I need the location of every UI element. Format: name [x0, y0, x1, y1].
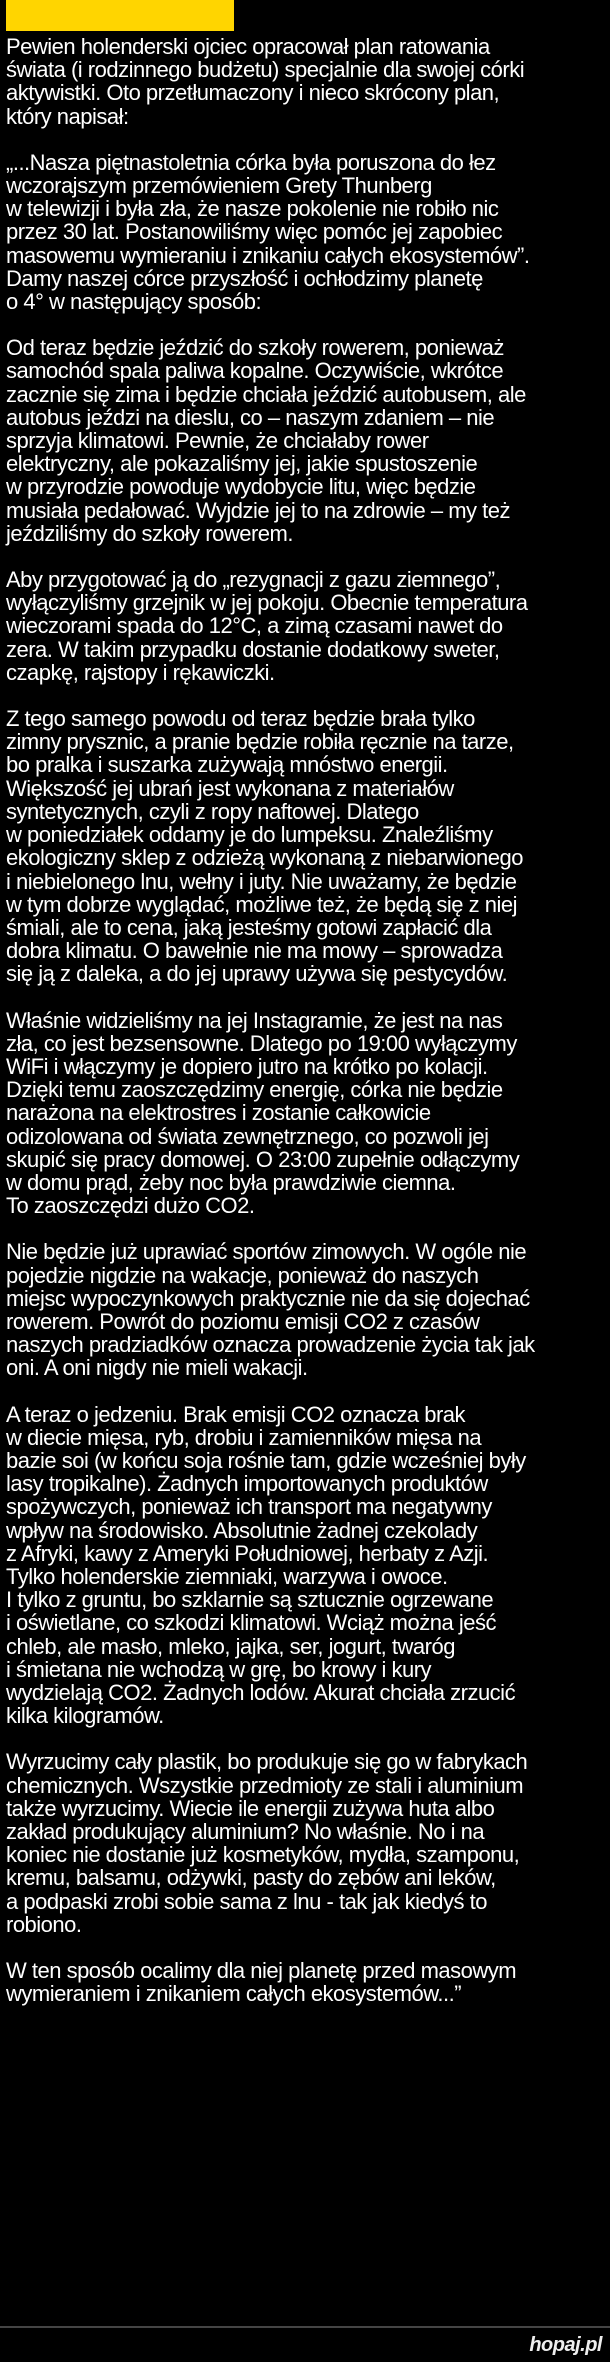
paragraph-conclusion: W ten sposób ocalimy dla niej planetę przed masowym wymieraniem i znikaniem całych ekosystemów...”	[6, 1958, 517, 2007]
paragraph-wifi: Właśnie widzieliśmy na jej Instagramie, że jest na nas zła, co jest bezsensowne. Dlatego po 19:00 wyłączymy WiFi i włączymy je dopiero jutro na krótko po kolacji. Dzięki temu zaoszczędzimy energię, córka nie będzie narażona na elektrostres i zostanie całkowicie odizolowana od świata zewnętrznego, co pozwoli jej skupić się pracy domowej. O 23:00 zupełnie odłączymy w domu prąd, żeby noc była prawdziwie ciemna. To zaoszczędzi dużo CO2.	[6, 1007, 520, 1219]
paragraph-plastic: Wyrzucimy cały plastik, bo produkuje się go w fabrykach chemicznych. Wszystkie przedmioty ze stali i aluminium także wyrzucimy. Wiecie ile energii zużywa huta albo zakład produkujący aluminium? No właśnie. No i na koniec nie dostanie już kosmetyków, mydła, szamponu, kremu, balsamu, odżywki, pasty do zębów ani leków, a podpaski zrobi sobie sama z lnu - tak jak kiedyś to robiono.	[6, 1749, 528, 1937]
paragraph-vacations: Nie będzie już uprawiać sportów zimowych. W ogóle nie pojedzie nigdzie na wakacje, ponieważ do naszych miejsc wypoczynkowych praktycznie nie da się dojechać rowerem. Powrót do poziomu emisji CO2 z czasów naszych pradziadków oznacza prowadzenie życia tak jak oni. A oni nigdy nie mieli wakacji.	[6, 1239, 535, 1381]
yellow-header-bar	[6, 0, 234, 31]
paragraph-bicycle: Od teraz będzie jeździć do szkoły rowerem, ponieważ samochód spala paliwa kopalne. Oczywiście, wkrótce zacznie się zima i będzie chciała jeździć autobusem, ale autobus jeździ na dieslu, co – naszym zdaniem – nie sprzyja klimatowi. Pewnie, że chciałaby rower elektryczny, ale pokazaliśmy jej, jakie spustoszenie w przyrodzie powoduje wydobycie litu, więc będzie musiała pedałować. Wyjdzie jej to na zdrowie – my też jeździliśmy do szkoły rowerem.	[6, 335, 526, 546]
footer-divider	[0, 2326, 610, 2328]
site-logo[interactable]: hopaj.pl	[529, 2334, 602, 2356]
paragraph-food: A teraz o jedzeniu. Brak emisji CO2 oznacza brak w diecie mięsa, ryb, drobiu i zamienników mięsa na bazie soi (w końcu soja rośnie tam, gdzie wcześniej były lasy tropikalne). Żadnych importowanych produktów spożywczych, ponieważ ich transport ma negatywny wpływ na środowisko. Absolutnie żadnej czekolady z Afryki, kawy z Ameryki Południowej, herbaty z Azji. Tylko holenderskie ziemniaki, warzywa i owoce. I tylko z gruntu, bo szklarnie są sztucznie ogrzewane i oświetlane, co szkodzi klimatowi. Wciąż można jeść chleb, ale masło, mleko, jajka, ser, jogurt, twaróg i śmietana nie wchodzą w grę, bo krowy i kury wydzielają CO2. Żadnych lodów. Akurat chciała zrzucić kilka kilogramów.	[6, 1401, 526, 1729]
paragraph-clothes: Z tego samego powodu od teraz będzie brała tylko zimny prysznic, a pranie będzie robiła ręcznie na tarze, bo pralka i suszarka zużywają mnóstwo energii. Większość jej ubrań jest wykonana z materiałów syntetycznych, czyli z ropy naftowej. Dlatego w poniedziałek oddamy je do lumpeksu. Znaleźliśmy ekologiczny sklep z odzieżą wykonaną z niebarwionego i niebielonego lnu, wełny i juty. Nie uważamy, że będzie w tym dobrze wyglądać, możliwe też, że będą się z niej śmiali, ale to cena, jaką jesteśmy gotowi zapłacić dla dobra klimatu. O bawełnie nie ma mowy – sprowadza się ją z daleka, a do jej uprawy używa się pestycydów.	[6, 706, 523, 987]
paragraph-quote-start: „...Nasza piętnastoletnia córka była poruszona do łez wczorajszym przemówieniem Grety Thunberg w telewizji i była zła, że nasze pokolenie nie robiło nic przez 30 lat. Postanowiliśmy więc pomóc jej zapobiec masowemu wymieraniu i znikaniu całych ekosystemów”. Damy naszej córce przyszłość i ochłodzimy planetę o 4° w następujący sposób:	[6, 149, 530, 315]
article-body	[6, 35, 606, 2028]
paragraph-heating: Aby przygotować ją do „rezygnacji z gazu ziemnego”, wyłączyliśmy grzejnik w jej pokoju. Obecnie temperatura wieczorami spada do 12°C, a zimą czasami nawet do zera. W takim przypadku dostanie dodatkowy sweter, czapkę, rajstopy i rękawiczki.	[6, 567, 528, 685]
paragraph-intro: Pewien holenderski ojciec opracował plan ratowania świata (i rodzinnego budżetu) specjalnie dla swojej córki aktywistki. Oto przetłumaczony i nieco skrócony plan, który napisał:	[6, 34, 525, 129]
